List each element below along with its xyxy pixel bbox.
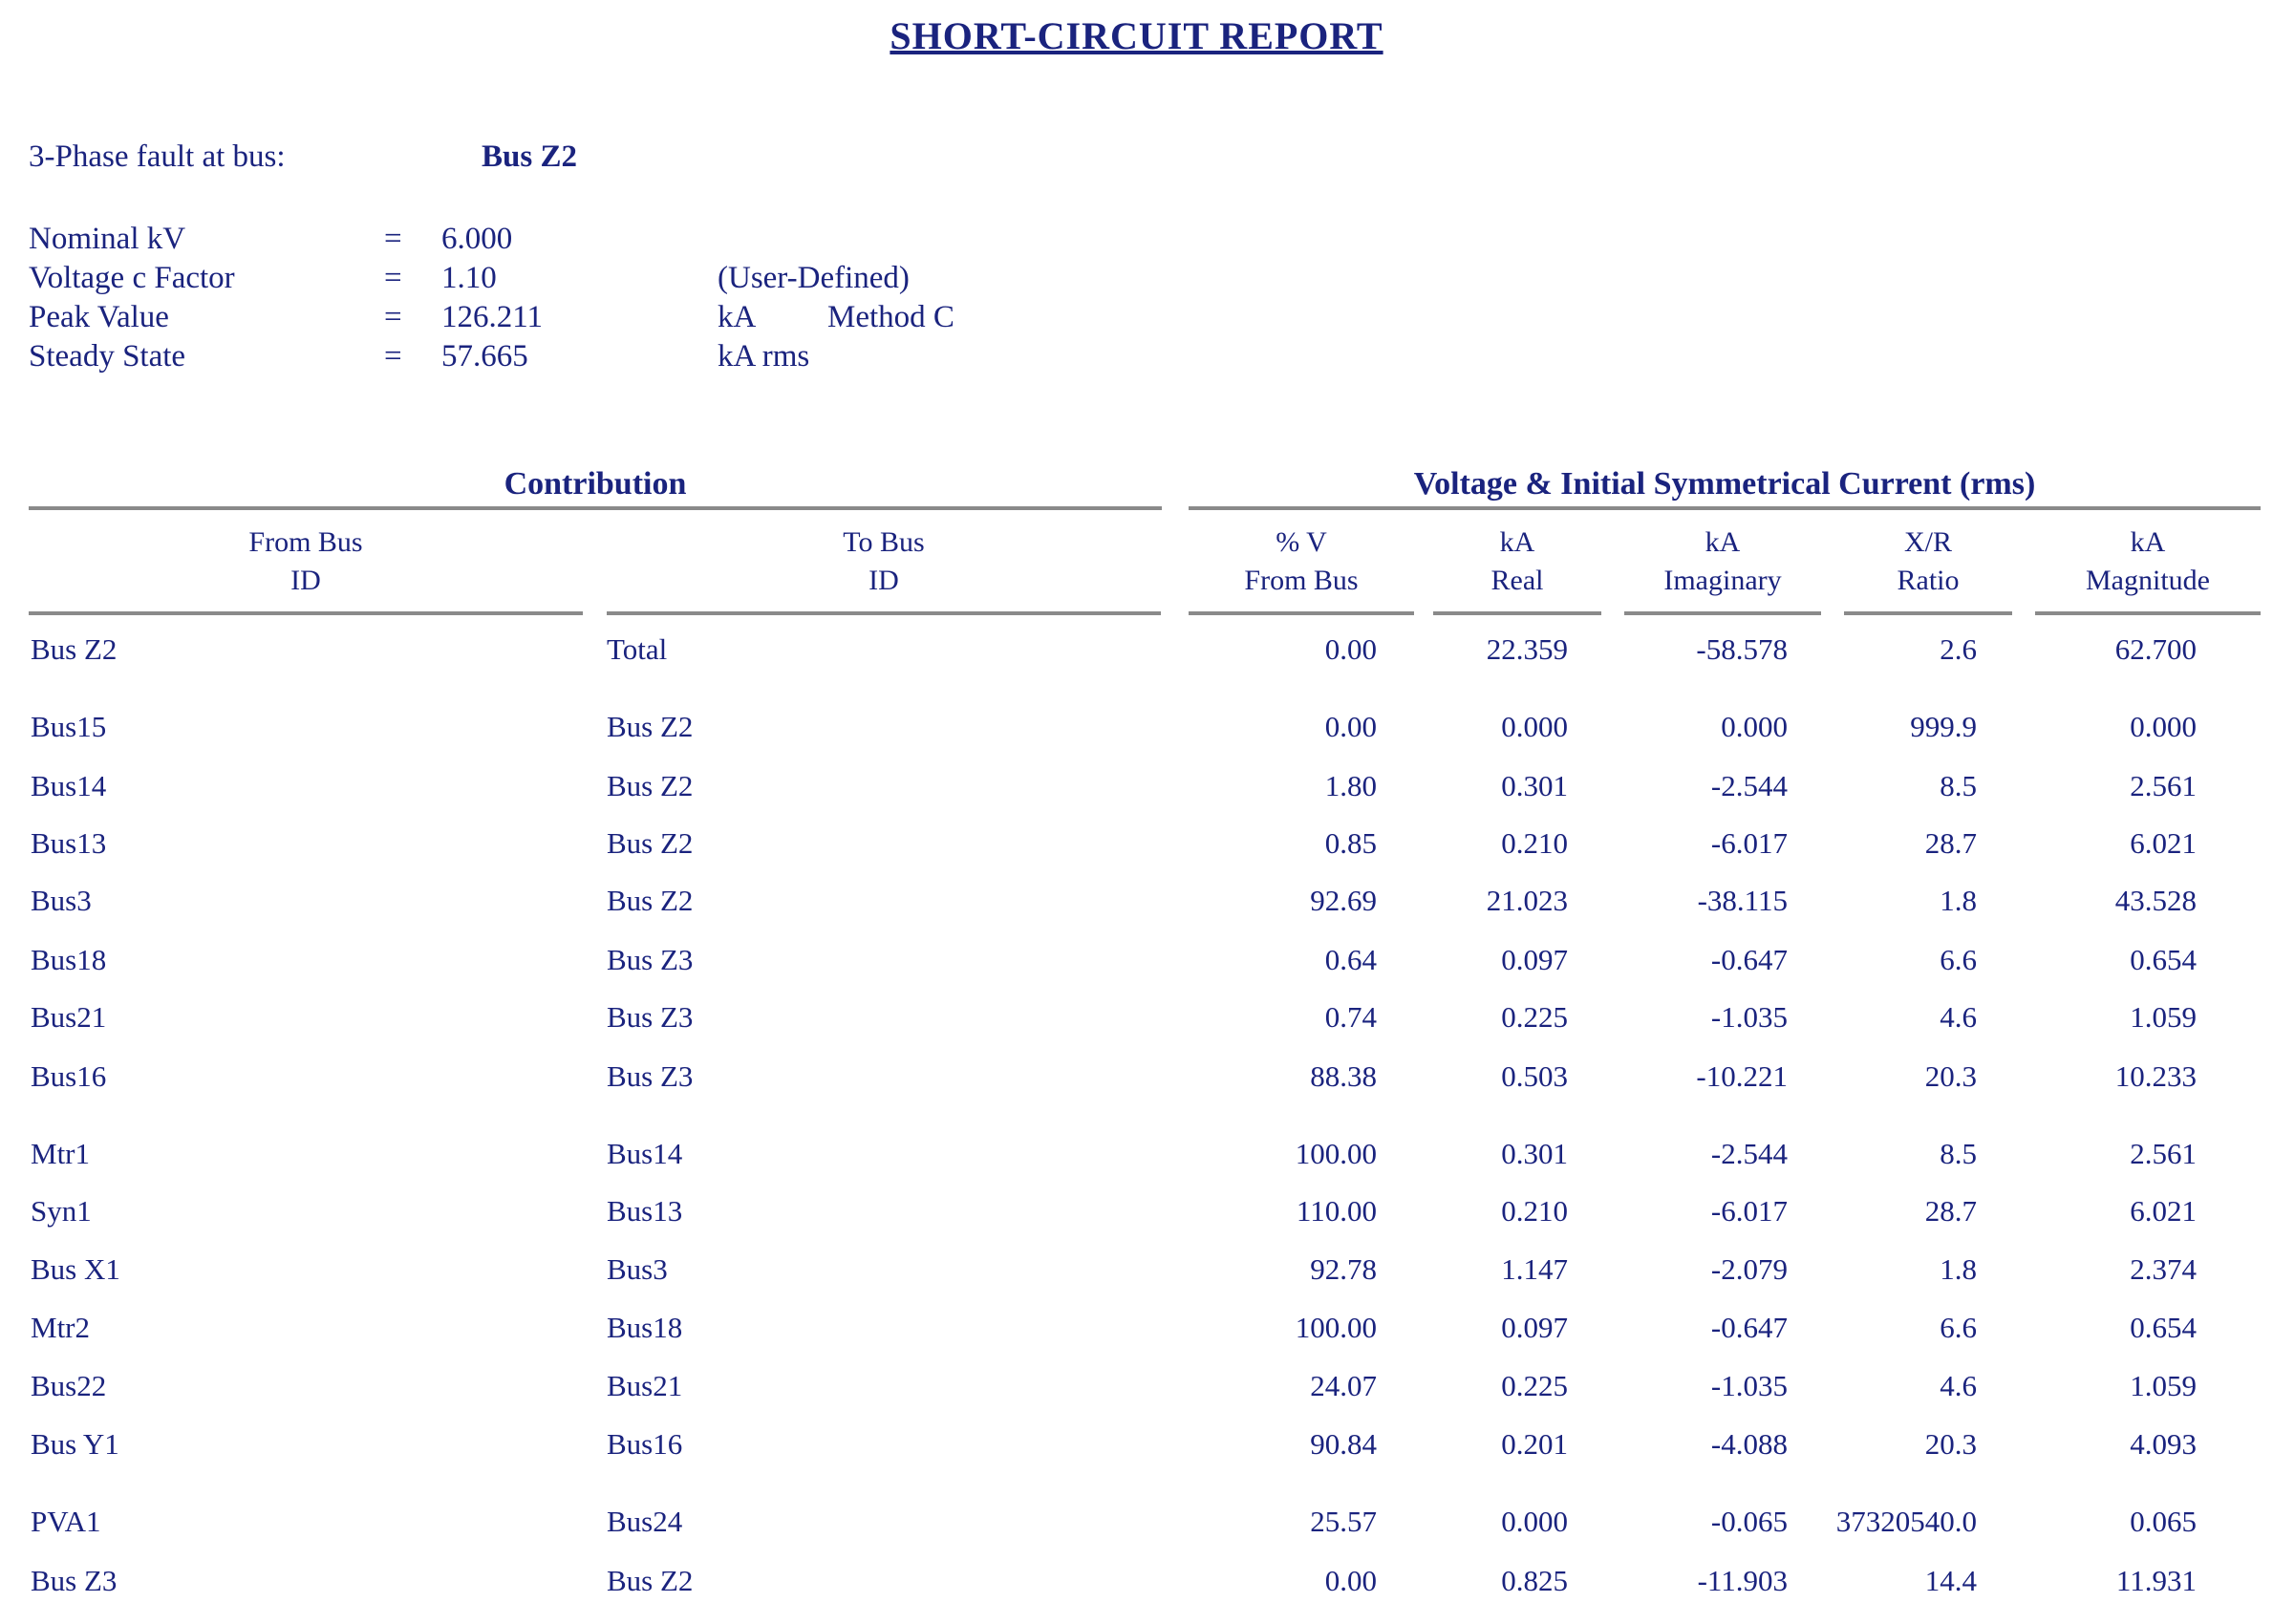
cell-xr-ratio: 8.5 xyxy=(1940,769,1977,802)
param-value: 6.000 xyxy=(441,222,513,256)
cell-ka-real: 1.147 xyxy=(1501,1252,1568,1286)
cell-to-bus: Bus24 xyxy=(607,1505,683,1538)
colhead-line1: From Bus xyxy=(248,526,363,558)
cell-to-bus: Bus Z2 xyxy=(607,769,694,802)
cell-xr-ratio: 6.6 xyxy=(1940,943,1977,976)
table-row xyxy=(0,1369,2273,1407)
cell-to-bus: Bus16 xyxy=(607,1427,683,1461)
colhead-line2: Imaginary xyxy=(1663,565,1782,596)
cell-xr-ratio: 999.9 xyxy=(1910,710,1977,743)
cell-xr-ratio: 28.7 xyxy=(1924,1194,1977,1228)
cell-pct-v: 100.00 xyxy=(1295,1311,1377,1344)
cell-ka-magnitude: 11.931 xyxy=(2115,1564,2197,1597)
cell-ka-imag: 0.000 xyxy=(1721,710,1788,743)
cell-ka-real: 22.359 xyxy=(1486,632,1568,666)
table-row xyxy=(0,1137,2273,1175)
cell-xr-ratio: 37320540.0 xyxy=(1835,1505,1977,1538)
cell-from-bus: Bus3 xyxy=(31,884,92,917)
cell-xr-ratio: 4.6 xyxy=(1940,1000,1977,1034)
cell-from-bus: Bus22 xyxy=(31,1369,107,1402)
table-row xyxy=(0,710,2273,748)
param-label: Nominal kV xyxy=(29,222,186,256)
cell-ka-real: 0.301 xyxy=(1501,1137,1568,1170)
section-contribution: Contribution xyxy=(504,466,687,502)
cell-from-bus: Bus15 xyxy=(31,710,107,743)
param-unit: (User-Defined) xyxy=(718,261,910,295)
param-value: 57.665 xyxy=(441,339,528,374)
cell-pct-v: 0.74 xyxy=(1324,1000,1377,1034)
cell-ka-imag: -0.647 xyxy=(1710,943,1788,976)
cell-to-bus: Bus Z3 xyxy=(607,943,694,976)
cell-ka-imag: -58.578 xyxy=(1696,632,1788,666)
param-value: 126.211 xyxy=(441,300,544,334)
cell-to-bus: Bus21 xyxy=(607,1369,683,1402)
cell-xr-ratio: 1.8 xyxy=(1940,1252,1977,1286)
cell-from-bus: Mtr1 xyxy=(31,1137,90,1170)
cell-to-bus: Bus Z3 xyxy=(607,1000,694,1034)
cell-from-bus: Mtr2 xyxy=(31,1311,90,1344)
cell-from-bus: Syn1 xyxy=(31,1194,92,1228)
cell-ka-imag: -10.221 xyxy=(1696,1059,1788,1093)
cell-ka-imag: -2.079 xyxy=(1710,1252,1788,1286)
cell-ka-magnitude: 43.528 xyxy=(2114,884,2197,917)
param-equals: = xyxy=(384,339,402,374)
cell-ka-real: 0.301 xyxy=(1501,769,1568,802)
cell-to-bus: Bus3 xyxy=(607,1252,668,1286)
cell-pct-v: 100.00 xyxy=(1295,1137,1377,1170)
colhead-line1: kA xyxy=(1705,526,1741,558)
cell-ka-imag: -2.544 xyxy=(1710,1137,1788,1170)
cell-ka-magnitude: 0.654 xyxy=(2130,943,2197,976)
cell-to-bus: Bus13 xyxy=(607,1194,683,1228)
cell-from-bus: PVA1 xyxy=(31,1505,101,1538)
cell-ka-imag: -6.017 xyxy=(1710,826,1788,860)
cell-ka-imag: -6.017 xyxy=(1710,1194,1788,1228)
cell-ka-real: 0.000 xyxy=(1501,1505,1568,1538)
cell-pct-v: 0.00 xyxy=(1324,1564,1377,1597)
cell-xr-ratio: 14.4 xyxy=(1924,1564,1977,1597)
cell-xr-ratio: 4.6 xyxy=(1940,1369,1977,1402)
table-row xyxy=(0,769,2273,807)
cell-ka-magnitude: 62.700 xyxy=(2114,632,2197,666)
cell-xr-ratio: 20.3 xyxy=(1924,1427,1977,1461)
cell-ka-real: 0.825 xyxy=(1501,1564,1568,1597)
param-equals: = xyxy=(384,261,402,295)
table-row xyxy=(0,1505,2273,1543)
param-equals: = xyxy=(384,300,402,334)
colhead-line1: To Bus xyxy=(843,526,925,558)
param-value: 1.10 xyxy=(441,261,497,295)
table-row xyxy=(0,1311,2273,1349)
cell-xr-ratio: 20.3 xyxy=(1924,1059,1977,1093)
cell-ka-real: 0.225 xyxy=(1501,1000,1568,1034)
param-unit: kA xyxy=(718,300,757,334)
cell-ka-magnitude: 2.374 xyxy=(2130,1252,2197,1286)
cell-xr-ratio: 2.6 xyxy=(1940,632,1977,666)
param-label: Peak Value xyxy=(29,300,169,334)
cell-from-bus: Bus16 xyxy=(31,1059,107,1093)
cell-from-bus: Bus13 xyxy=(31,826,107,860)
cell-pct-v: 0.00 xyxy=(1324,710,1377,743)
cell-ka-real: 0.210 xyxy=(1501,826,1568,860)
cell-to-bus: Bus Z2 xyxy=(607,1564,694,1597)
cell-pct-v: 24.07 xyxy=(1310,1369,1377,1402)
colhead-line2: Ratio xyxy=(1897,565,1960,596)
colhead-line2: Magnitude xyxy=(2086,565,2210,596)
section-voltage-current: Voltage & Initial Symmetrical Current (rms) xyxy=(1413,466,2036,502)
cell-ka-imag: -38.115 xyxy=(1697,884,1788,917)
colhead-line1: % V xyxy=(1276,526,1327,558)
cell-ka-magnitude: 4.093 xyxy=(2130,1427,2197,1461)
cell-from-bus: Bus X1 xyxy=(31,1252,120,1286)
cell-from-bus: Bus21 xyxy=(31,1000,107,1034)
cell-ka-imag: -2.544 xyxy=(1710,769,1788,802)
cell-pct-v: 92.69 xyxy=(1310,884,1377,917)
cell-ka-magnitude: 1.059 xyxy=(2130,1369,2197,1402)
colhead-line1: kA xyxy=(2130,526,2166,558)
cell-pct-v: 88.38 xyxy=(1310,1059,1377,1093)
cell-ka-real: 21.023 xyxy=(1486,884,1568,917)
cell-ka-magnitude: 6.021 xyxy=(2130,826,2197,860)
cell-to-bus: Bus Z2 xyxy=(607,710,694,743)
cell-ka-real: 0.503 xyxy=(1501,1059,1568,1093)
table-row xyxy=(0,1059,2273,1098)
cell-pct-v: 0.85 xyxy=(1324,826,1377,860)
cell-xr-ratio: 8.5 xyxy=(1940,1137,1977,1170)
param-label: Steady State xyxy=(29,339,186,374)
cell-ka-imag: -0.647 xyxy=(1710,1311,1788,1344)
table-row xyxy=(0,1194,2273,1232)
cell-ka-magnitude: 10.233 xyxy=(2114,1059,2197,1093)
cell-pct-v: 110.00 xyxy=(1296,1194,1377,1228)
fault-bus: Bus Z2 xyxy=(482,139,577,174)
param-unit: kA rms xyxy=(718,339,810,374)
cell-ka-imag: -11.903 xyxy=(1697,1564,1788,1597)
cell-ka-magnitude: 2.561 xyxy=(2130,769,2197,802)
cell-ka-magnitude: 2.561 xyxy=(2130,1137,2197,1170)
cell-from-bus: Bus Z3 xyxy=(31,1564,118,1597)
cell-ka-magnitude: 0.000 xyxy=(2130,710,2197,743)
table-row xyxy=(0,1564,2273,1602)
cell-from-bus: Bus Y1 xyxy=(31,1427,119,1461)
cell-from-bus: Bus18 xyxy=(31,943,107,976)
table-row xyxy=(0,1252,2273,1291)
table-row xyxy=(0,632,2273,671)
table-row xyxy=(0,1000,2273,1038)
table-row xyxy=(0,826,2273,865)
cell-ka-real: 0.097 xyxy=(1501,1311,1568,1344)
cell-ka-real: 0.000 xyxy=(1501,710,1568,743)
cell-pct-v: 90.84 xyxy=(1310,1427,1377,1461)
param-label: Voltage c Factor xyxy=(29,261,235,295)
table-row xyxy=(0,1427,2273,1465)
cell-pct-v: 0.64 xyxy=(1324,943,1377,976)
cell-to-bus: Bus18 xyxy=(607,1311,683,1344)
cell-pct-v: 0.00 xyxy=(1324,632,1377,666)
cell-to-bus: Bus Z3 xyxy=(607,1059,694,1093)
table-row xyxy=(0,943,2273,981)
param-equals: = xyxy=(384,222,402,256)
cell-to-bus: Total xyxy=(607,632,668,666)
cell-xr-ratio: 1.8 xyxy=(1940,884,1977,917)
colhead-line2: Real xyxy=(1490,565,1544,596)
cell-ka-real: 0.201 xyxy=(1501,1427,1568,1461)
cell-ka-real: 0.097 xyxy=(1501,943,1568,976)
colhead-line2: ID xyxy=(290,565,321,596)
table-row xyxy=(0,884,2273,922)
cell-xr-ratio: 28.7 xyxy=(1924,826,1977,860)
fault-label: 3-Phase fault at bus: xyxy=(29,139,286,174)
cell-ka-real: 0.210 xyxy=(1501,1194,1568,1228)
cell-ka-magnitude: 0.065 xyxy=(2130,1505,2197,1538)
cell-from-bus: Bus14 xyxy=(31,769,107,802)
colhead-line1: X/R xyxy=(1903,526,1952,558)
cell-ka-real: 0.225 xyxy=(1501,1369,1568,1402)
param-method: Method C xyxy=(827,300,954,334)
cell-ka-imag: -0.065 xyxy=(1710,1505,1788,1538)
colhead-line2: ID xyxy=(868,565,899,596)
cell-to-bus: Bus Z2 xyxy=(607,826,694,860)
report-title: SHORT-CIRCUIT REPORT xyxy=(890,14,1383,57)
cell-pct-v: 92.78 xyxy=(1310,1252,1377,1286)
cell-ka-magnitude: 1.059 xyxy=(2130,1000,2197,1034)
colhead-line1: kA xyxy=(1499,526,1535,558)
cell-to-bus: Bus Z2 xyxy=(607,884,694,917)
cell-xr-ratio: 6.6 xyxy=(1940,1311,1977,1344)
cell-ka-imag: -4.088 xyxy=(1710,1427,1788,1461)
cell-from-bus: Bus Z2 xyxy=(31,632,118,666)
cell-ka-imag: -1.035 xyxy=(1710,1369,1788,1402)
cell-ka-magnitude: 6.021 xyxy=(2130,1194,2197,1228)
colhead-line2: From Bus xyxy=(1244,565,1359,596)
cell-to-bus: Bus14 xyxy=(607,1137,683,1170)
cell-pct-v: 25.57 xyxy=(1310,1505,1377,1538)
cell-ka-magnitude: 0.654 xyxy=(2130,1311,2197,1344)
cell-pct-v: 1.80 xyxy=(1324,769,1377,802)
cell-ka-imag: -1.035 xyxy=(1710,1000,1788,1034)
